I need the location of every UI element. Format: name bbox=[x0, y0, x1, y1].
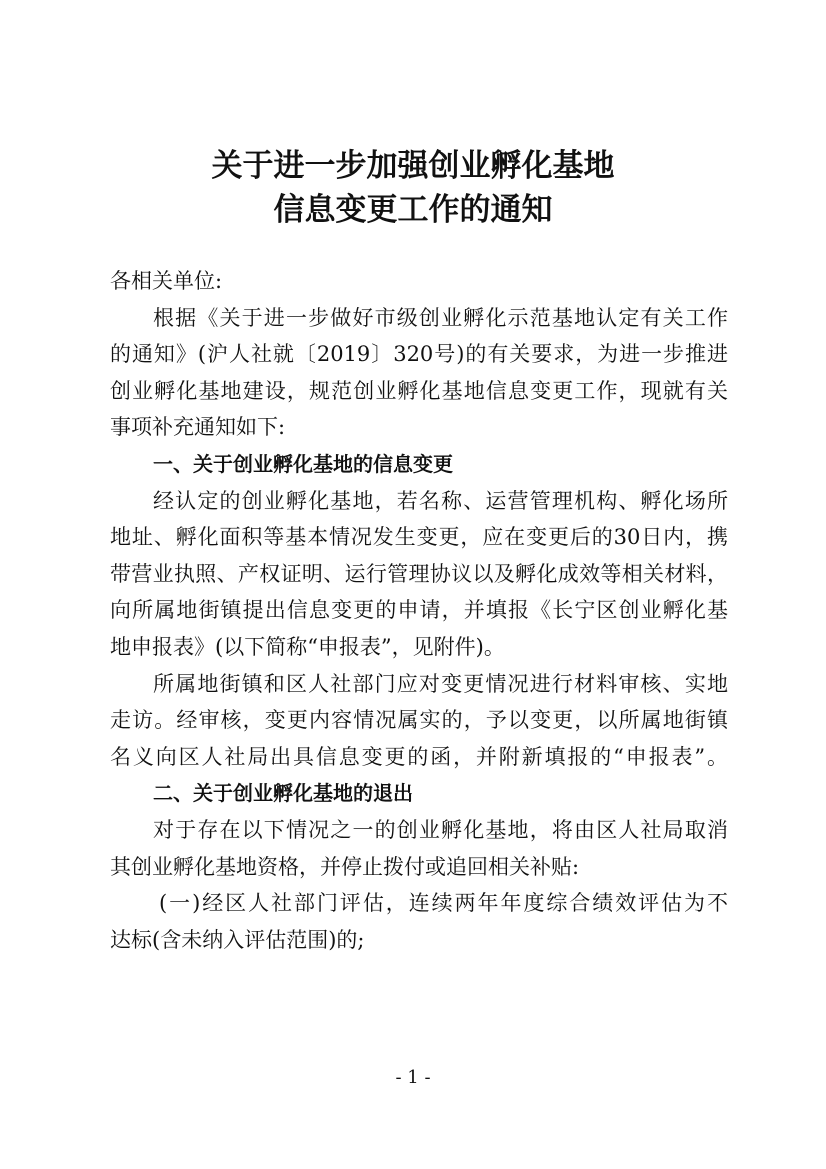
paragraph-line: 所属地街镇和区人社部门应对变更情况进行材料审核、实地 bbox=[153, 671, 728, 696]
paragraph-line: 向所属地街镇提出信息变更的申请，并填报《长宁区创业孵化基 bbox=[110, 598, 728, 623]
document-title-line-2: 信息变更工作的通知 bbox=[273, 192, 553, 228]
paragraph-line: 地址、孵化面积等基本情况发生变更，应在变更后的30日内，携 bbox=[110, 525, 728, 550]
paragraph-line: 名义向区人社局出具信息变更的函，并附新填报的“申报表”。 bbox=[110, 744, 728, 769]
paragraph-line: 达标(含未纳入评估范围)的; bbox=[110, 927, 365, 952]
paragraph-line: 事项补充通知如下: bbox=[110, 415, 286, 440]
paragraph-line: 带营业执照、产权证明、运行管理协议以及孵化成效等相关材料， bbox=[110, 561, 728, 586]
paragraph-line: 地申报表》(以下简称“申报表”，见附件)。 bbox=[110, 634, 505, 659]
section-heading-1: 一、关于创业孵化基地的信息变更 bbox=[153, 451, 453, 476]
paragraph-line: 创业孵化基地建设，规范创业孵化基地信息变更工作，现就有关 bbox=[110, 378, 728, 403]
document-body bbox=[110, 263, 728, 958]
salutation: 各相关单位: bbox=[110, 269, 223, 293]
paragraph-line: 根据《关于进一步做好市级创业孵化示范基地认定有关工作 bbox=[153, 305, 728, 330]
page-number: - 1 - bbox=[395, 1067, 431, 1088]
paragraph-line: 对于存在以下情况之一的创业孵化基地，将由区人社局取消 bbox=[153, 817, 728, 842]
paragraph-line: 走访。经审核，变更内容情况属实的，予以变更，以所属地街镇 bbox=[110, 708, 728, 733]
section-heading-2: 二、关于创业孵化基地的退出 bbox=[153, 781, 413, 806]
paragraph-line: 的通知》(沪人社就〔2019〕320号)的有关要求，为进一步推进 bbox=[110, 342, 728, 367]
document-title-line-1: 关于进一步加强创业孵化基地 bbox=[211, 148, 615, 184]
paragraph-line: 经认定的创业孵化基地，若名称、运营管理机构、孵化场所 bbox=[153, 488, 728, 513]
paragraph-line: (一)经区人社部门评估，连续两年年度综合绩效评估为不 bbox=[159, 891, 728, 916]
paragraph-line: 其创业孵化基地资格，并停止拨付或追回相关补贴: bbox=[110, 854, 580, 879]
